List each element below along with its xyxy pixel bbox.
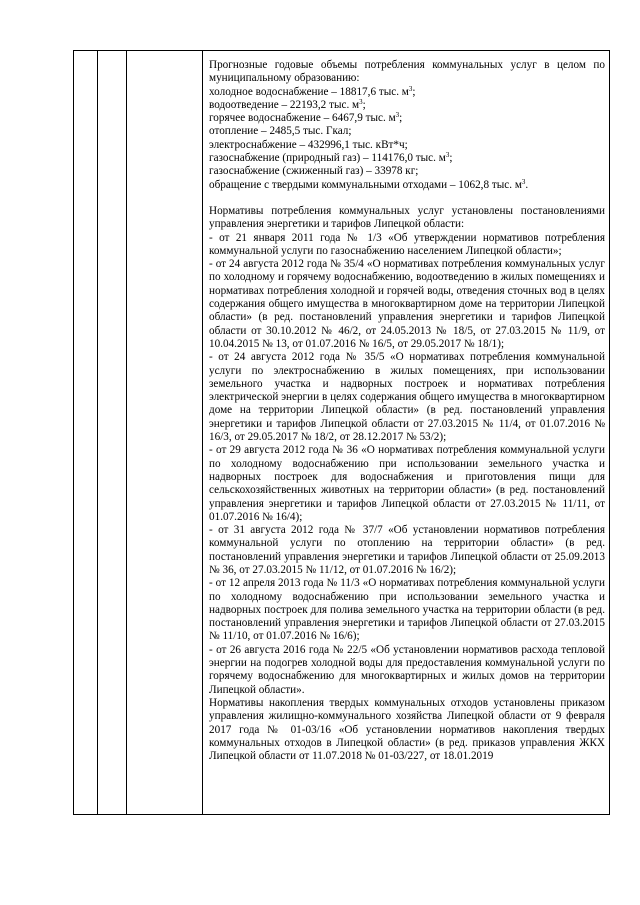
waste-norms-paragraph: Нормативы накопления твердых коммунальных отходов установлены приказом управления жилищно-коммунального хозяйства Липецкой области от 9 февраля 2017 года № 01-03/16 «Об установлении нормативов накопления твердых коммунальных отходов в Липецкой области» (в ред. приказов управления ЖКХ Липецкой области от 11.07.2018 № 01-03/227, от 18.01.2019 [209, 696, 605, 763]
norms-intro: Нормативы потребления коммунальных услуг установлены постановлениями управления энергетики и тарифов Липецкой области: [209, 204, 605, 231]
volumes-list [209, 86, 605, 192]
volumes-intro: Прогнозные годовые объемы потребления коммунальных услуг в целом по муниципальному образованию: [209, 59, 605, 85]
norm-item: - от 29 августа 2012 года № 36 «О нормативах потребления коммунальной услуги по холодному водоснабжению при использовании земельного участка и надворных построек для водоснабжения и приготовления пищи для сельскохозяйственных животных на территории области» (в ред. постановлений управления энергетики и тарифов Липецкой области от 27.03.2015 № 11/11, от 01.07.2016 № 16/4); [209, 444, 605, 523]
volume-item: горячее водоснабжение – 6467,9 тыс. $м^3$; [209, 111, 403, 125]
norm-item: - от 24 августа 2012 года № 35/5 «О нормативах потребления коммунальной услуги по электроснабжению в жилых помещениях, при использовании земельного участка и надворных построек и нормативах потребления электрической энергии в целях содержания общего имущества в многоквартирном доме на территории Липецкой области» (в ред. постановлений управления энергетики и тарифов Липецкой области от 27.03.2015 № 11/4, от 01.07.2016 № 16/3, от 29.05.2017 № 18/2, от 28.12.2017 № 53/2); [209, 351, 605, 444]
volume-item: холодное водоснабжение – 18817,6 тыс. $м^3$; [209, 84, 416, 98]
norm-item: - от 24 августа 2012 года № 35/4 «О нормативах потребления коммунальных услуг по холодному и горячему водоснабжению, водоотведению в жилых помещениях и нормативах потребления холодной и горячей воды, отведения сточных вод в целях содержания общего имущества в многоквартирном доме на территории Липецкой области» (в ред. постановлений управления энергетики и тарифов Липецкой области от 30.10.2012 № 46/2, от 24.05.2013 № 18/5, от 27.03.2015 № 11/9, от 10.04.2015 № 13, от 01.07.2016 № 16/5, от 29.05.2017 № 18/1); [209, 258, 605, 350]
norm-item: - от 21 января 2011 года № 1/3 «Об утверждении нормативов потребления коммунальной услуги по газоснабжению населением Липецкой области»; [209, 231, 605, 257]
paragraph-gap [209, 192, 605, 205]
volume-item: отопление – 2485,5 тыс. Гкал; [209, 125, 352, 138]
volume-item: обращение с твердыми коммунальными отходами – 1062,8 тыс. $м^3$. [209, 177, 529, 191]
table-frame [73, 50, 610, 815]
column-divider-1 [97, 51, 98, 814]
volume-item: газоснабжение (природный газ) – 114176,0 тыс. $м^3$; [209, 151, 453, 165]
volume-item: газоснабжение (сжиженный газ) – 33978 кг; [209, 165, 419, 178]
column-divider-2 [126, 51, 127, 814]
norm-item: - от 12 апреля 2013 года № 11/3 «О нормативах потребления коммунальной услуги по холодному водоснабжению при использовании земельного участка и надворных построек для полива земельного участка на территории области (в ред. постановлений управления энергетики и тарифов Липецкой области от 27.03.2015 № 11/10, от 01.07.2016 № 16/6); [209, 577, 605, 643]
table-cell-content [209, 59, 605, 763]
norm-item: - от 26 августа 2016 года № 22/5 «Об установлении нормативов расхода тепловой энергии на подогрев холодной воды для предоставления коммунальной услуги по горячему водоснабжению для многоквартирных и жилых домов на территории Липецкой области». [209, 643, 605, 696]
column-divider-3 [202, 51, 203, 814]
volume-item: электроснабжение – 432996,1 тыс. кВт*ч; [209, 138, 408, 151]
norm-item: - от 31 августа 2012 года № 37/7 «Об установлении нормативов потребления коммунальной услуги по отоплению на территории области» (в ред. постановлений управления энергетики и тарифов Липецкой области от 25.09.2013 № 36, от 27.03.2015 № 11/12, от 01.07.2016 № 16/2); [209, 524, 605, 576]
volume-item: водоотведение – 22193,2 тыс. $м^3$; [209, 97, 366, 111]
